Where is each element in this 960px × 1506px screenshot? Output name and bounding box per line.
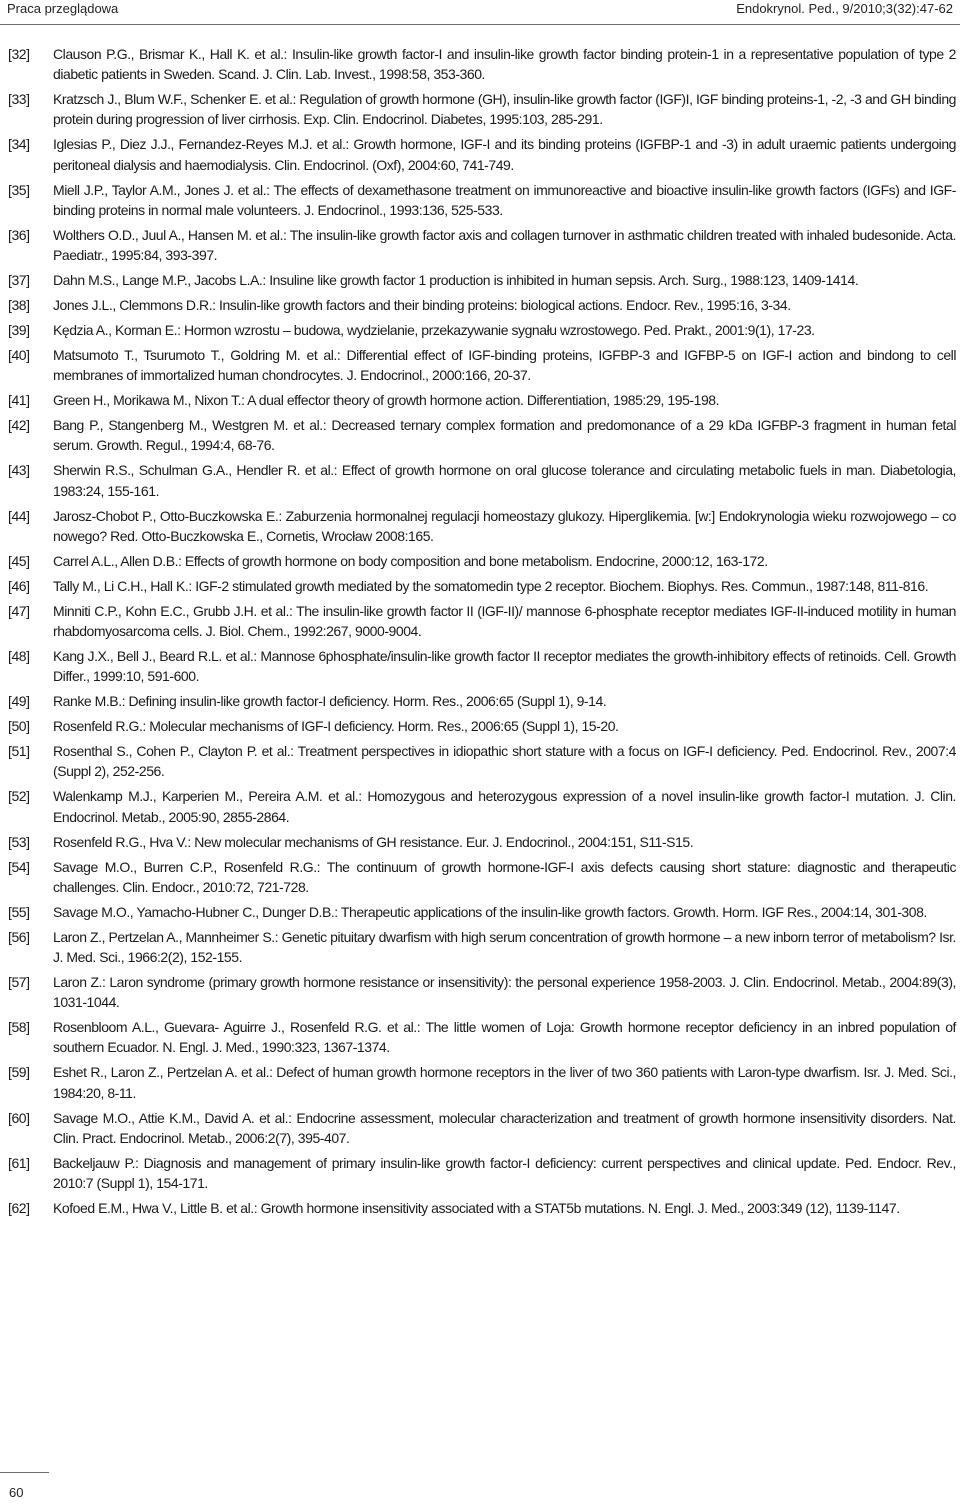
reference-text: Savage M.O., Burren C.P., Rosenfeld R.G.: The continuum of growth hormone-IGF-I axis defects causing short stature: diagnostic and therapeutic challenges. Clin. Endocr., 2010:72, 721-728. [53, 858, 956, 895]
journal-citation: Endokrynol. Ped., 9/2010;3(32):47-62 [736, 1, 953, 16]
reference-text: Iglesias P., Diez J.J., Fernandez-Reyes M.J. et al.: Growth hormone, IGF-I and its binding proteins (IGFBP-1 and -3) in adult uraemic patients undergoing peritoneal dialysis and haemodialysis. Clin. Endocrinol. (Oxf), 2004:60, 741-749. [53, 136, 956, 173]
reference-number: [36] [8, 226, 30, 243]
reference-text: Savage M.O., Attie K.M., David A. et al.: Endocrine assessment, molecular characterization and treatment of growth hormone insensitivity disorders. Nat. Clin. Pract. Endocrinol. Metab., 2006:2(7), 395-407. [53, 1109, 956, 1146]
reference-number: [46] [8, 577, 30, 594]
reference-text: Rosenfeld R.G., Hva V.: New molecular mechanisms of GH resistance. Eur. J. Endocrinol., 2004:151, S11-S15. [53, 833, 694, 850]
reference-item [8, 1153, 956, 1193]
reference-number: [44] [8, 507, 30, 524]
reference-text: Jones J.L., Clemmons D.R.: Insulin-like growth factors and their binding proteins: biological actions. Endocr. Rev., 1995:16, 3-34. [53, 297, 791, 314]
reference-number: [61] [8, 1154, 30, 1171]
reference-text: Carrel A.L., Allen D.B.: Effects of growth hormone on body composition and bone metabolism. Endocrine, 2000:12, 163-172. [53, 552, 768, 569]
reference-number: [32] [8, 46, 30, 62]
article-type-label: Praca przeglądowa [7, 1, 119, 16]
reference-text: Rosenthal S., Cohen P., Clayton P. et al.: Treatment perspectives in idiopathic short stature with a focus on IGF-I deficiency. Ped. Endocrinol. Rev., 2007:4 (Suppl 2), 252-256. [53, 743, 956, 780]
reference-item [8, 832, 956, 852]
reference-number: [49] [8, 693, 30, 710]
reference-item [8, 270, 956, 290]
reference-item [8, 857, 956, 897]
reference-text: Kędzia A., Korman E.: Hormon wzrostu – budowa, wydzielanie, przekazywanie sygnału wzrostowego. Ped. Prakt., 2001:9(1), 17-23. [53, 322, 815, 339]
reference-item [8, 320, 956, 340]
reference-number: [33] [8, 91, 30, 108]
reference-item [8, 646, 956, 686]
reference-text: Ranke M.B.: Defining insulin-like growth factor-I deficiency. Horm. Res., 2006:65 (Suppl 1), 9-14. [53, 693, 607, 710]
reference-text: Laron Z.: Laron syndrome (primary growth hormone resistance or insensitivity): the personal experience 1958-2003. J. Clin. Endocrinol. Metab., 2004:89(3), 1031-1044. [53, 974, 956, 1011]
reference-text: Eshet R., Laron Z., Pertzelan A. et al.: Defect of human growth hormone receptors in the liver of two 360 patients with Laron-type dwarfism. Isr. J. Med. Sci., 1984:20, 8-11. [53, 1064, 956, 1101]
reference-list [8, 44, 956, 1223]
page-number: 60 [9, 1485, 24, 1500]
reference-number: [53] [8, 833, 30, 850]
reference-item [8, 460, 956, 500]
reference-text: Kratzsch J., Blum W.F., Schenker E. et al.: Regulation of growth hormone (GH), insulin-like growth factor (IGF)I, IGF binding proteins-1, -2, -3 and GH binding protein during progression of liver cirrhosis. Exp. Clin. Endocrinol. Diabetes, 1995:103, 285-291. [53, 91, 956, 128]
reference-text: Green H., Morikawa M., Nixon T.: A dual effector theory of growth hormone action. Differentiation, 1985:29, 195-198. [53, 392, 720, 409]
reference-item [8, 1062, 956, 1102]
reference-item [8, 741, 956, 781]
reference-text: Kang J.X., Bell J., Beard R.L. et al.: Mannose 6phosphate/insulin-like growth factor II receptor mediates the growth-inhibitory effects of retinoids. Cell. Growth Differ., 1999:10, 591-600. [53, 648, 956, 685]
reference-text: Matsumoto T., Tsurumoto T., Goldring M. et al.: Differential effect of IGF-binding proteins, IGFBP-3 and IGFBP-5 on IGF-I action and bindong to cell membranes of immortalized human chondrocytes. J. Endocrinol., 2000:166, 20-37. [53, 347, 956, 384]
reference-text: Savage M.O., Yamacho-Hubner C., Dunger D.B.: Therapeutic applications of the insulin-like growth factors. Growth. Horm. IGF Res., 2004:14, 301-308. [53, 903, 927, 920]
reference-number: [43] [8, 462, 30, 479]
reference-item [8, 1108, 956, 1148]
reference-number: [55] [8, 903, 30, 920]
reference-number: [59] [8, 1064, 30, 1081]
reference-text: Jarosz-Chobot P., Otto-Buczkowska E.: Zaburzenia hormonalnej regulacji homeostazy glukozy. Hiperglikemia. [w:] Endokrynologia wieku rozwojowego – co nowego? Red. Otto-Buczkowska E., Cornetis, Wrocław 2008:165. [53, 507, 956, 544]
reference-text: Wolthers O.D., Juul A., Hansen M. et al.: The insulin-like growth factor axis and collagen turnover in asthmatic children treated with inhaled budesonide. Acta. Paediatr., 1995:84, 393-397. [53, 226, 956, 264]
reference-item [8, 1017, 956, 1057]
reference-text: Tally M., Li C.H., Hall K.: IGF-2 stimulated growth mediated by the somatomedin type 2 receptor. Biochem. Biophys. Res. Commun., 1987:148, 811-816. [53, 577, 929, 594]
reference-number: [57] [8, 974, 30, 991]
reference-number: [40] [8, 347, 30, 364]
reference-item [8, 506, 956, 546]
reference-number: [54] [8, 858, 30, 875]
reference-text: Minniti C.P., Kohn E.C., Grubb J.H. et al.: The insulin-like growth factor II (IGF-II)/ mannose 6-phosphate receptor mediates IGF-II-induced motility in human rhabdomyosarcoma cells. J. Biol. Chem., 1992:267, 9000-9004. [53, 602, 956, 640]
reference-number: [35] [8, 181, 30, 198]
reference-number: [56] [8, 928, 30, 945]
reference-number: [37] [8, 272, 30, 289]
reference-number: [58] [8, 1019, 30, 1036]
reference-number: [41] [8, 392, 30, 409]
reference-number: [34] [8, 136, 30, 153]
reference-text: Laron Z., Pertzelan A., Mannheimer S.: Genetic pituitary dwarfism with high serum concentration of growth hormone – a new inborn terror of metabolism? Isr. J. Med. Sci., 1966:2(2), 152-155. [53, 928, 956, 966]
header-divider [0, 24, 960, 25]
reference-number: [51] [8, 743, 30, 760]
reference-text: Backeljauw P.: Diagnosis and management of primary insulin-like growth factor-I deficiency: current perspectives and clinical update. Ped. Endocr. Rev., 2010:7 (Suppl 1), 154-171. [53, 1154, 956, 1192]
reference-item [8, 927, 956, 967]
running-header [0, 0, 960, 18]
reference-item [8, 89, 956, 129]
reference-number: [62] [8, 1200, 30, 1217]
reference-text: Rosenbloom A.L., Guevara- Aguirre J., Rosenfeld R.G. et al.: The little women of Loja: Growth hormone receptor deficiency in an inbred population of southern Ecuador. N. Engl. J. Med., 1990:323, 1367-1374. [53, 1019, 956, 1056]
reference-text: Sherwin R.S., Schulman G.A., Hendler R. et al.: Effect of growth hormone on oral glucose tolerance and circulating metabolic fuels in man. Diabetologia, 1983:24, 155-161. [53, 462, 956, 499]
reference-item [8, 390, 956, 410]
reference-text: Clauson P.G., Brismar K., Hall K. et al.: Insulin-like growth factor-I and insulin-like growth factor binding protein-1 in a representative population of type 2 diabetic patients in Sweden. Scand. J. Clin. Lab. Invest., 1998:58, 353-360. [53, 46, 956, 83]
footer-divider [0, 1472, 49, 1473]
reference-number: [39] [8, 322, 30, 339]
reference-number: [48] [8, 648, 30, 665]
reference-number: [50] [8, 718, 30, 735]
reference-item [8, 180, 956, 220]
reference-item [8, 1198, 956, 1218]
reference-number: [45] [8, 552, 30, 569]
reference-item [8, 902, 956, 922]
reference-number: [38] [8, 297, 30, 314]
reference-text: Dahn M.S., Lange M.P., Jacobs L.A.: Insuline like growth factor 1 production is inhibited in human sepsis. Arch. Surg., 1988:123, 1409-1414. [53, 272, 859, 289]
reference-item [8, 345, 956, 385]
reference-item [8, 551, 956, 571]
reference-number: [47] [8, 602, 30, 619]
reference-number: [60] [8, 1109, 30, 1126]
reference-number: [52] [8, 788, 30, 805]
reference-item [8, 295, 956, 315]
reference-text: Bang P., Stangenberg M., Westgren M. et al.: Decreased ternary complex formation and predomonance of a 29 kDa IGFBP-3 fragment in human fetal serum. Growth. Regul., 1994:4, 68-76. [53, 417, 956, 454]
reference-number: [42] [8, 417, 30, 434]
reference-item [8, 786, 956, 826]
reference-text: Miell J.P., Taylor A.M., Jones J. et al.: The effects of dexamethasone treatment on immunoreactive and bioactive insulin-like growth factors (IGFs) and IGF-binding proteins in normal male volunteers. J. Endocrinol., 1993:136, 525-533. [53, 181, 956, 218]
reference-text: Rosenfeld R.G.: Molecular mechanisms of IGF-I deficiency. Horm. Res., 2006:65 (Suppl 1), 15-20. [53, 718, 619, 735]
reference-item [8, 225, 956, 265]
reference-text: Kofoed E.M., Hwa V., Little B. et al.: Growth hormone insensitivity associated with a STAT5b mutations. N. Engl. J. Med., 2003:349 (12), 1139-1147. [53, 1200, 900, 1217]
reference-item [8, 601, 956, 641]
reference-item [8, 972, 956, 1012]
reference-item [8, 691, 956, 711]
reference-item [8, 134, 956, 174]
reference-text: Walenkamp M.J., Karperien M., Pereira A.M. et al.: Homozygous and heterozygous expression of a novel insulin-like growth factor-I mutation. J. Clin. Endocrinol. Metab., 2005:90, 2855-2864. [53, 788, 956, 825]
reference-item [8, 415, 956, 455]
reference-item [8, 44, 956, 84]
reference-item [8, 576, 956, 596]
reference-item [8, 716, 956, 736]
